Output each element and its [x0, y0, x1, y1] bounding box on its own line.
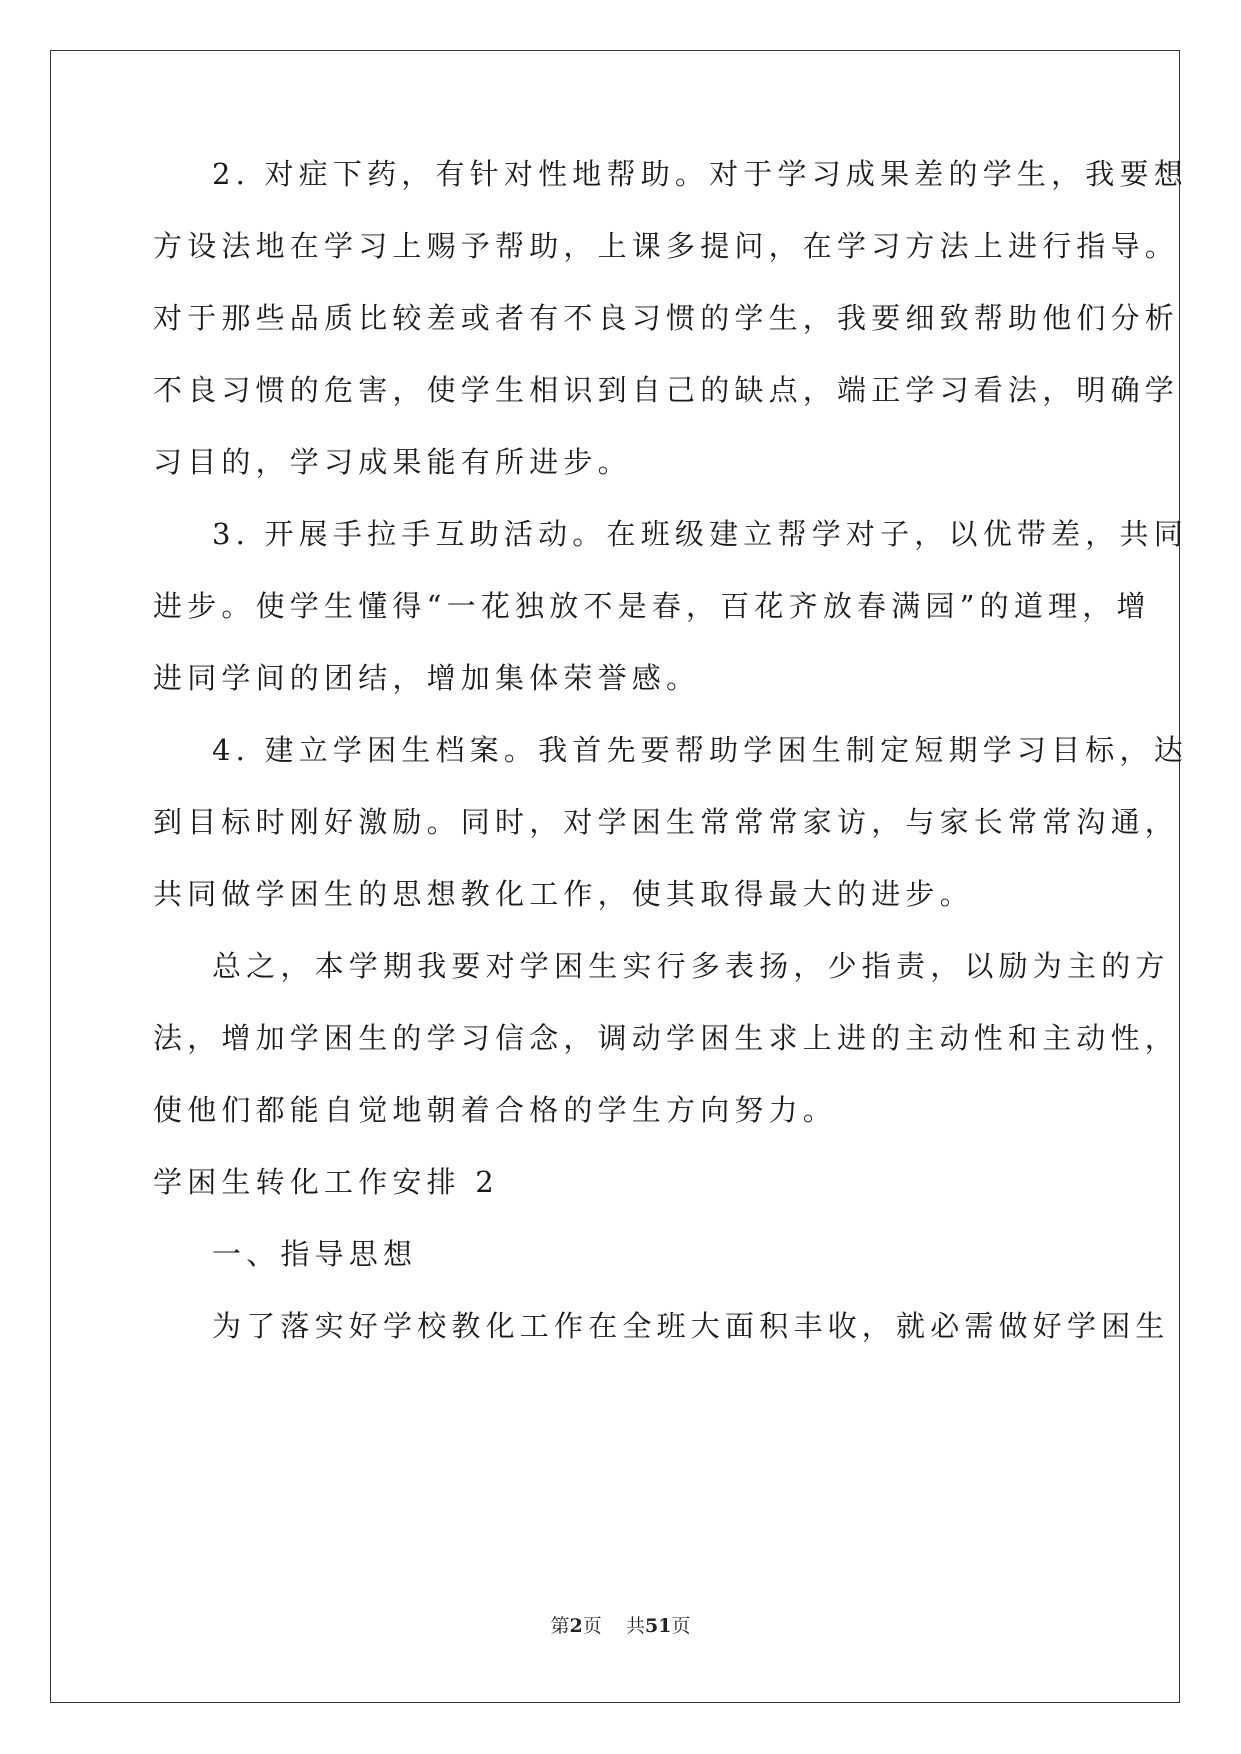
total-label-suffix: 页 [671, 1615, 691, 1637]
section-heading: 学困生转化工作安排 2 [153, 1165, 499, 1199]
paragraph-line: 进同学间的团结，增加集体荣誉感。 [153, 661, 701, 695]
page-footer [0, 1614, 1241, 1638]
paragraph-line: 4. 建立学困生档案。我首先要帮助学困生制定短期学习目标，达 [212, 733, 1188, 767]
paragraph-line: 对于那些品质比较差或者有不良习惯的学生，我要细致帮助他们分析 [153, 301, 1180, 335]
page-number: 2 [569, 1615, 583, 1637]
paragraph-line: 习目的，学习成果能有所进步。 [153, 445, 632, 479]
page-label-suffix: 页 [582, 1615, 602, 1637]
subsection-heading: 一、指导思想 [212, 1237, 418, 1271]
paragraph-line: 共同做学困生的思想教化工作，使其取得最大的进步。 [153, 877, 974, 911]
total-label-prefix: 共 [625, 1615, 645, 1637]
paragraph-line: 到目标时刚好激励。同时，对学困生常常常家访，与家长常常沟通， [153, 805, 1180, 839]
paragraph-line: 为了落实好学校教化工作在全班大面积丰收，就必需做好学困生 [212, 1309, 1170, 1343]
paragraph-line: 方设法地在学习上赐予帮助，上课多提问，在学习方法上进行指导。 [153, 229, 1180, 263]
page-label-prefix: 第 [550, 1615, 570, 1637]
paragraph-line: 使他们都能自觉地朝着合格的学生方向努力。 [153, 1093, 838, 1127]
paragraph-line: 总之，本学期我要对学困生实行多表扬，少指责，以励为主的方 [212, 949, 1170, 983]
paragraph-line: 2. 对症下药，有针对性地帮助。对于学习成果差的学生，我要想 [212, 157, 1188, 191]
paragraph-line: 进步。使学生懂得“一花独放不是春，百花齐放春满园”的道理，增 [153, 589, 1151, 623]
paragraph-line: 法，增加学困生的学习信念，调动学困生求上进的主动性和主动性， [153, 1021, 1180, 1055]
paragraph-line: 不良习惯的危害，使学生相识到自己的缺点，端正学习看法，明确学 [153, 373, 1180, 407]
paragraph-line: 3. 开展手拉手互助活动。在班级建立帮学对子，以优带差，共同 [212, 517, 1188, 551]
total-pages: 51 [644, 1615, 672, 1637]
